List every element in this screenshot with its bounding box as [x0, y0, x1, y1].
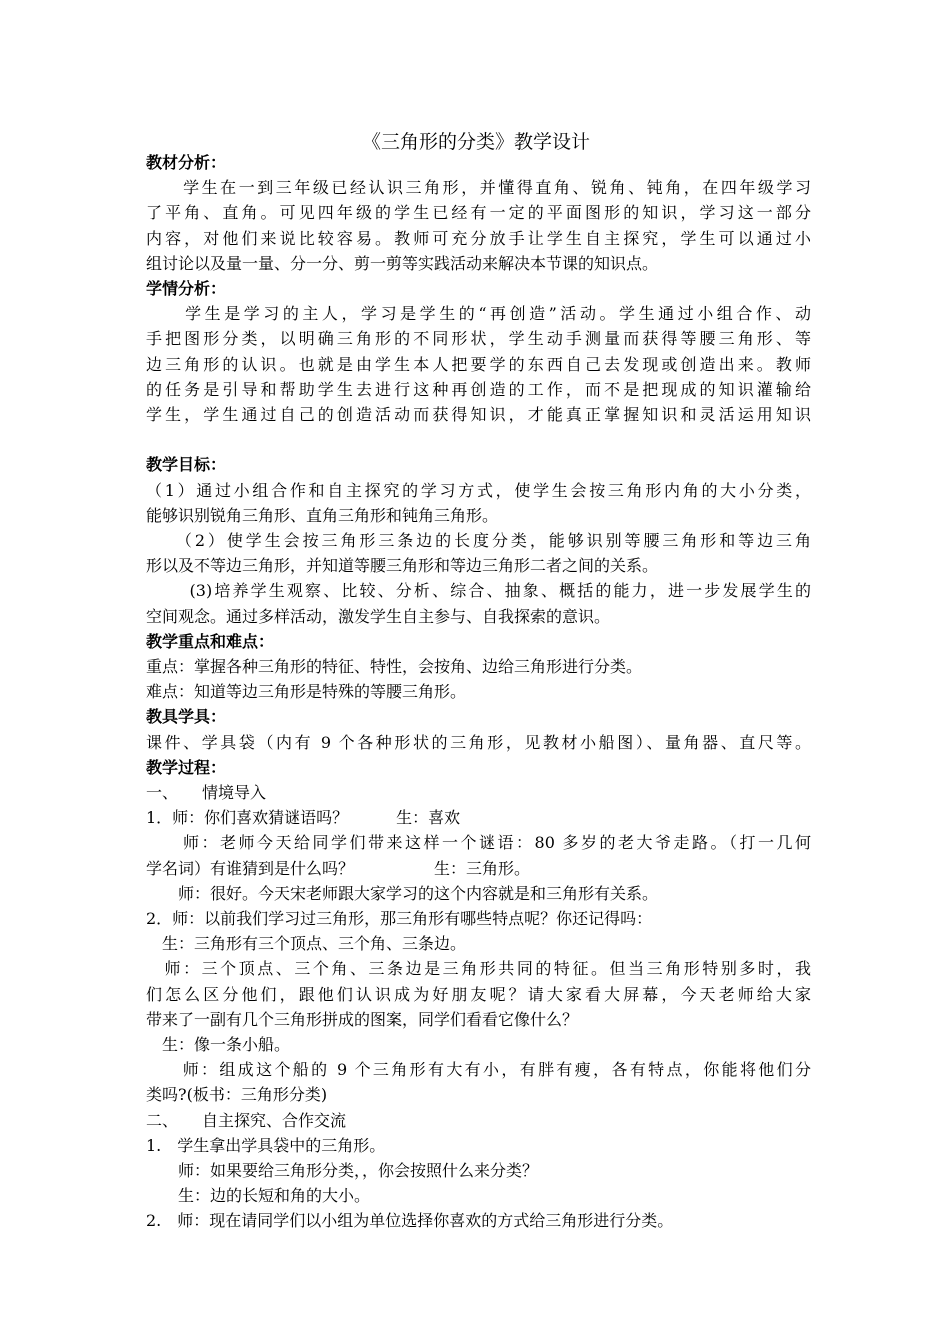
text-line: 一、 情境导入	[146, 783, 267, 802]
text-line: 能够识别锐角三角形、直角三角形和钝角三角形。	[146, 505, 499, 525]
text-line: 重点：掌握各种三角形的特征、特性，会按角、边给三角形进行分类。	[146, 657, 643, 676]
section-heading: 教学过程：	[146, 757, 227, 777]
text-line: 学生在一到三年级已经认识三角形，并懂得直角、锐角、钝角，在四年级学习	[146, 178, 811, 198]
text-line: 2. 师：现在请同学们以小组为单位选择你喜欢的方式给三角形进行分类。	[146, 1211, 674, 1231]
text-line: 内容，对他们来说比较容易。教师可充分放手让学生自主探究，学生可以通过小	[146, 228, 811, 248]
text-line: 生：边的长短和角的大小。	[146, 1186, 371, 1206]
text-line: 了平角、直角。可见四年级的学生已经有一定的平面图形的知识，学习这一部分	[146, 203, 811, 223]
text-line: 生：像一条小船。	[146, 1035, 291, 1054]
text-line: 难点：知道等边三角形是特殊的等腰三角形。	[146, 682, 467, 702]
text-line: 师：组成这个船的 9 个三角形有大有小，有胖有瘦，各有特点，你能将他们分	[146, 1060, 811, 1080]
text-line: 1．师：你们喜欢猜谜语吗？ 生：喜欢	[146, 808, 461, 828]
text-line: 手把图形分类，以明确三角形的不同形状，学生动手测量而获得等腰三角形、等	[146, 329, 811, 349]
text-line: 组讨论以及量一量、分一分、剪一剪等实践活动来解决本节课的知识点。	[146, 253, 659, 273]
section-heading: 学情分析：	[146, 279, 227, 298]
text-line: 学生是学习的主人，学习是学生的“再创造”活动。学生通过小组合作、动	[146, 304, 811, 324]
text-line: 生：三角形有三个顶点、三个角、三条边。	[146, 934, 467, 954]
text-line: 课件、学具袋（内有 9 个各种形状的三角形，见教材小船图）、量角器、直尺等。	[146, 732, 811, 752]
text-line: 空间观念。通过多样活动，激发学生自主参与、自我探索的意识。	[146, 606, 611, 626]
text-line: 类吗?(板书：三角形分类)	[146, 1085, 328, 1105]
text-line: 学名词）有谁猜到是什么吗？ 生：三角形。	[146, 858, 531, 878]
text-line: 2．师：以前我们学习过三角形，那三角形有哪些特点呢？你还记得吗：	[146, 909, 653, 928]
text-line: 二、 自主探究、合作交流	[146, 1110, 347, 1130]
text-line: 师：很好。今天宋老师跟大家学习的这个内容就是和三角形有关系。	[146, 883, 659, 903]
text-line: 师：老师今天给同学们带来这样一个谜语：80 多岁的老大爷走路。（打一几何	[146, 833, 811, 853]
section-heading: 教学目标：	[146, 455, 227, 475]
section-heading: 教学重点和难点：	[146, 631, 275, 651]
document-title: 《三角形的分类》教学设计	[361, 131, 590, 153]
text-line: 们怎么区分他们，跟他们认识成为好朋友呢？请大家看大屏幕，今天老师给大家	[146, 984, 811, 1004]
blank-line	[146, 427, 811, 453]
text-line: 带来了一副有几个三角形拼成的图案，同学们看看它像什么？	[146, 1009, 579, 1029]
section-heading: 教材分析：	[146, 153, 227, 172]
text-line: 边三角形的认识。也就是由学生本人把要学的东西自己去发现或创造出来。教师	[146, 354, 811, 374]
section-heading: 教具学具：	[146, 707, 227, 727]
text-line: (3)培养学生观察、比较、分析、综合、抽象、概括的能力，进一步发展学生的	[146, 581, 811, 601]
text-line: （2）使学生会按三角形三条边的长度分类，能够识别等腰三角形和等边三角	[146, 531, 811, 550]
text-line: （1）通过小组合作和自主探究的学习方式，使学生会按三角形内角的大小分类，	[146, 480, 811, 500]
text-line: 学生，学生通过自己的创造活动而获得知识，才能真正掌握知识和灵活运用知识	[146, 405, 811, 424]
text-line: 师：三个顶点、三个角、三条边是三角形共同的特征。但当三角形特别多时，我	[146, 959, 811, 979]
text-line: 1. 学生拿出学具袋中的三角形。	[146, 1135, 386, 1155]
text-line: 形以及不等边三角形，并知道等腰三角形和等边三角形二者之间的关系。	[146, 556, 659, 576]
text-line: 师：如果要给三角形分类，，你会按照什么来分类？	[146, 1161, 539, 1180]
text-line: 的任务是引导和帮助学生去进行这种再创造的工作，而不是把现成的知识灌输给	[146, 379, 811, 399]
